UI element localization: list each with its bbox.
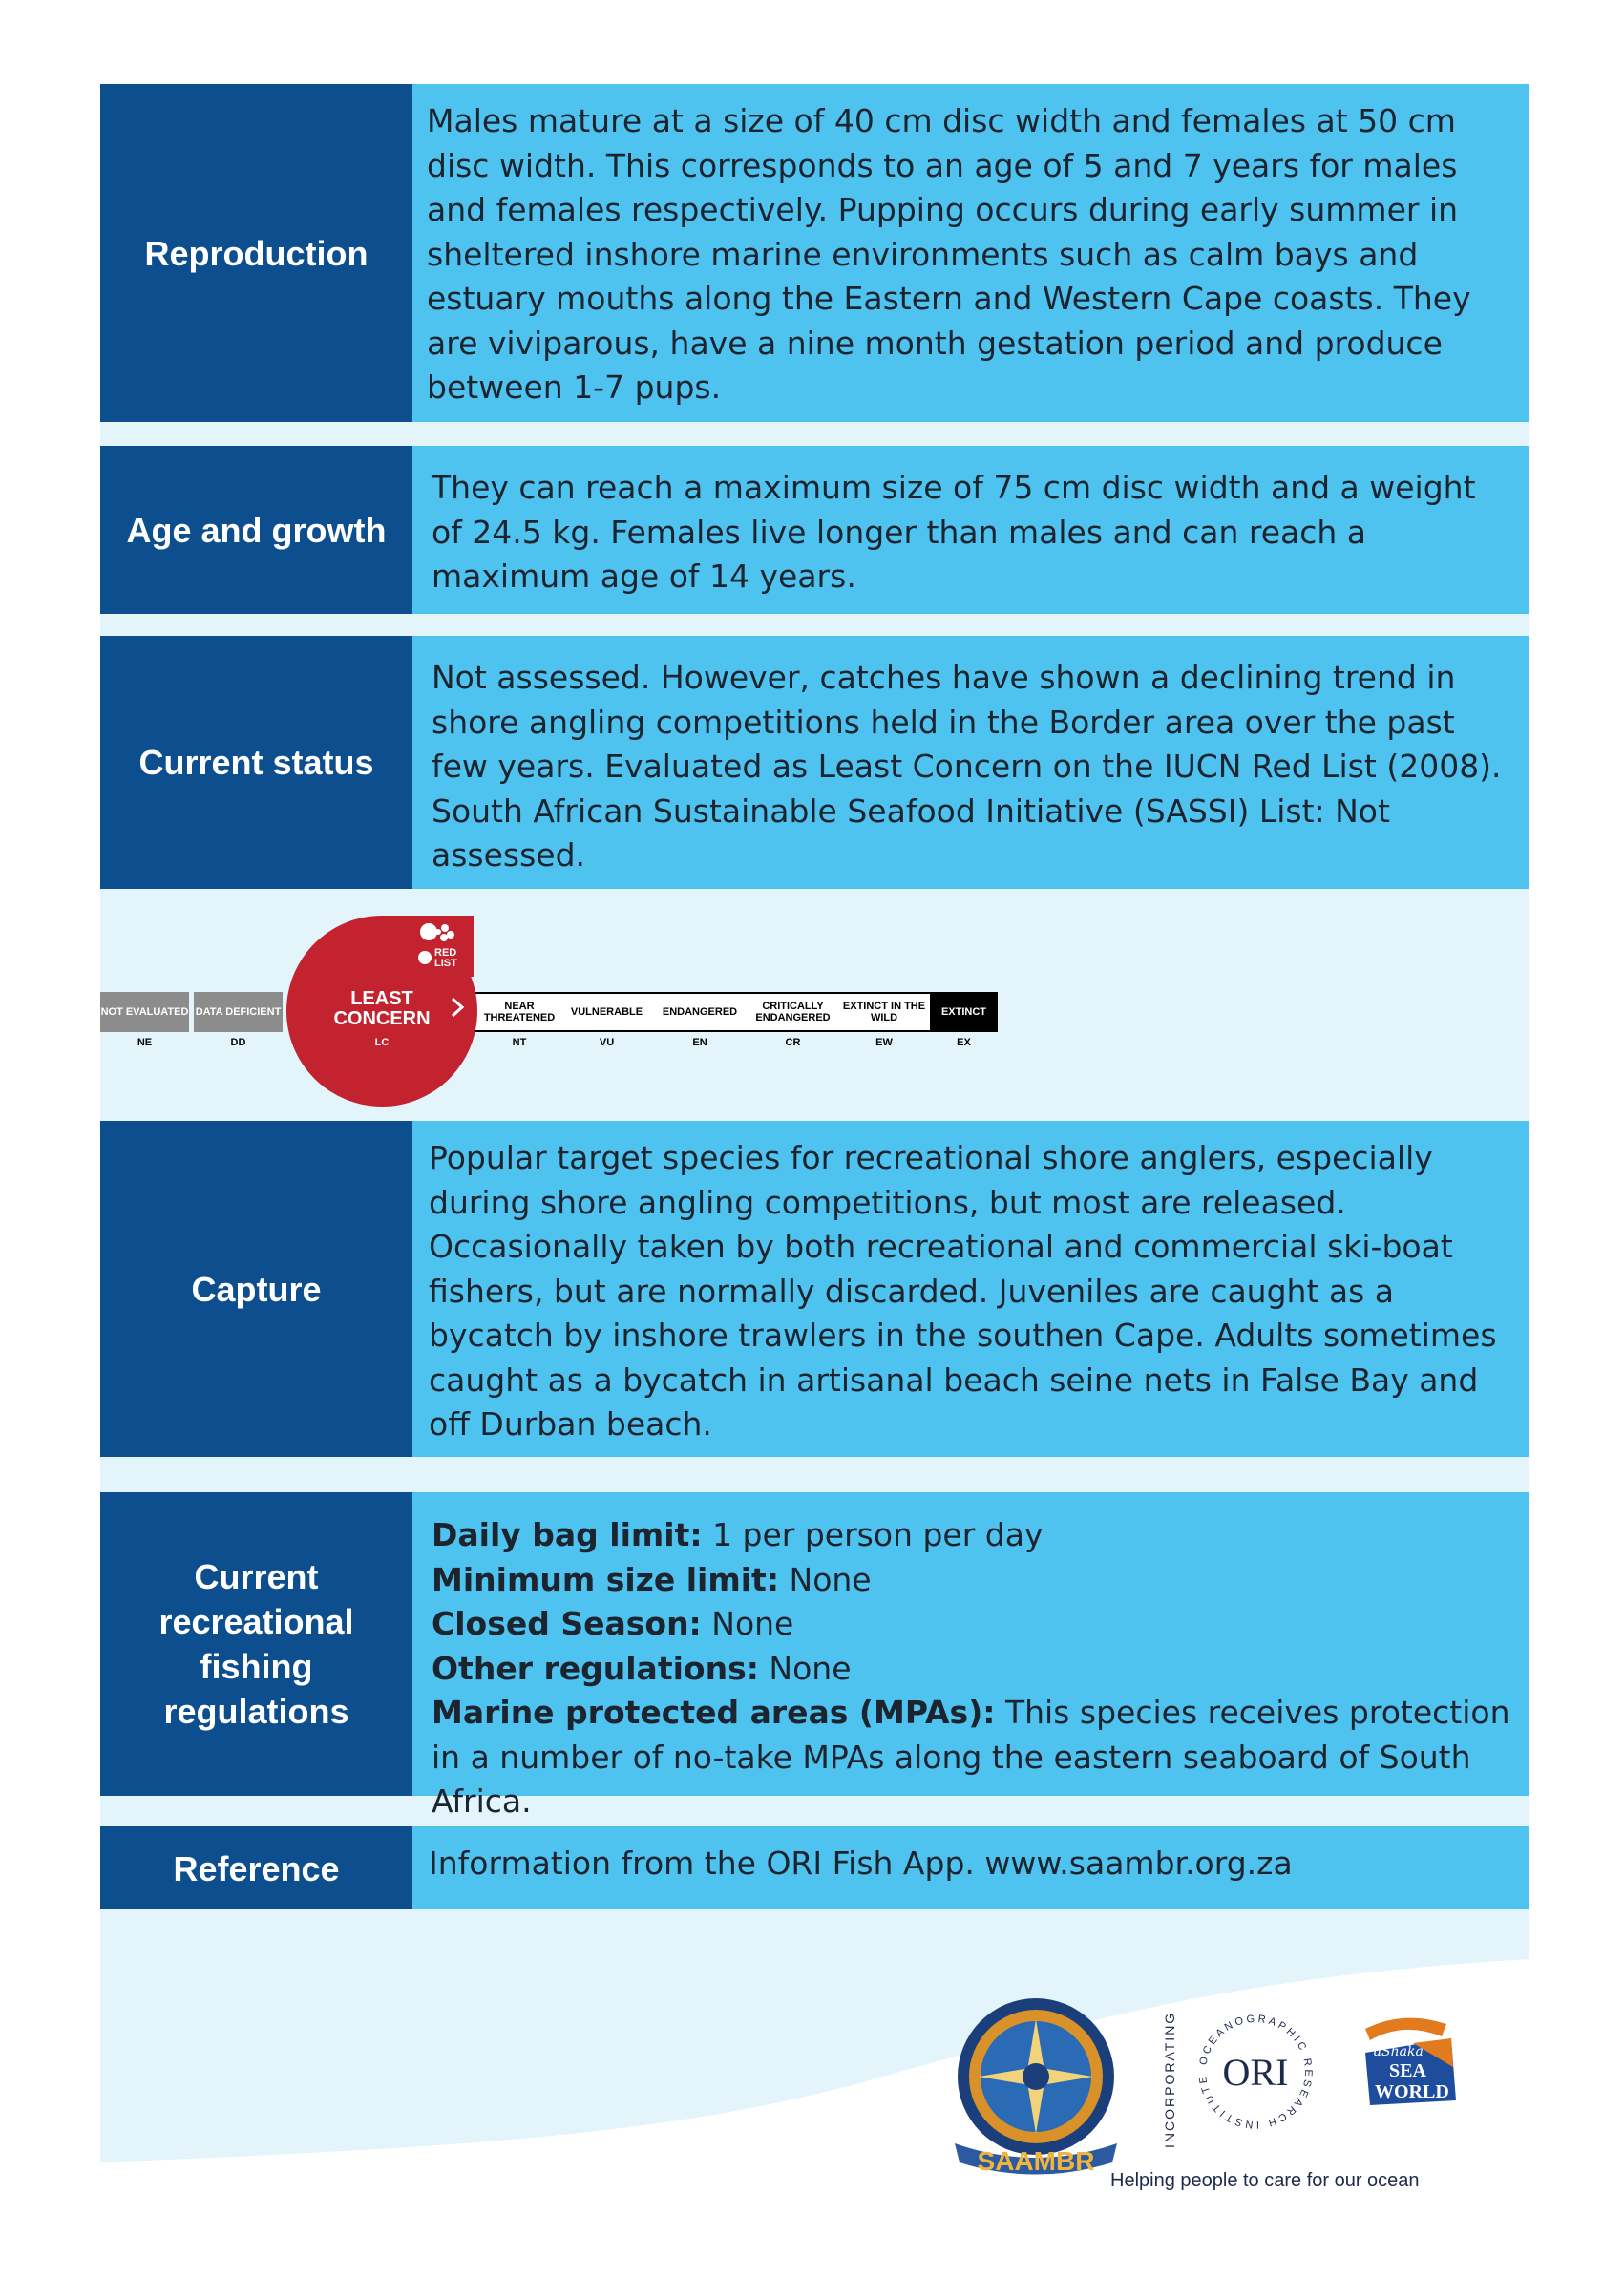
chevron-right-icon xyxy=(449,993,468,1022)
regulation-key: Closed Season: xyxy=(432,1605,702,1642)
section-label: Capture xyxy=(100,1121,412,1457)
regulation-value: None xyxy=(701,1605,794,1642)
section-capture xyxy=(100,1121,1529,1457)
regulation-key: Marine protected areas (MPAs): xyxy=(432,1694,996,1731)
regulation-item xyxy=(432,1694,1510,1820)
seaworld-sea: SEA xyxy=(1389,2060,1426,2081)
regulation-key: Daily bag limit: xyxy=(432,1516,703,1553)
section-text: Not assessed. However, catches have shown a declining trend in shore angling competitions held in the Border area over the past few years. Evaluated as Least Concern on the IUCN Red List (2008). South African Sustainable Seafood Initiative (SASSI) List: Not assessed. xyxy=(412,636,1529,889)
seaworld-logo-icon xyxy=(1346,2010,1470,2115)
red-list-category-dd: DATA DEFICIENT xyxy=(194,992,283,1032)
red-list-code: NT xyxy=(512,1037,527,1048)
regulation-item xyxy=(432,1513,1512,1558)
red-list-code: EN xyxy=(692,1037,707,1048)
section-label: Current status xyxy=(100,636,412,889)
ori-mark: ORI xyxy=(1222,2051,1289,2094)
red-list-code: EW xyxy=(875,1037,893,1048)
regulation-value: None xyxy=(779,1560,872,1598)
section-age-growth xyxy=(100,446,1529,614)
red-list-category-en: ENDANGERED xyxy=(662,1006,738,1018)
red-list-category-ex: EXTINCT xyxy=(930,992,998,1032)
footer-tagline: Helping people to care for our ocean xyxy=(1110,2170,1420,2191)
red-list-code: CR xyxy=(785,1037,801,1048)
section-reproduction xyxy=(100,84,1529,422)
saambr-text: SAAMBR xyxy=(977,2146,1095,2176)
red-list-category-vu: VULNERABLE xyxy=(570,1006,643,1018)
red-list-category-cr: CRITICALLY ENDANGERED xyxy=(755,1001,831,1023)
svg-text:LIST: LIST xyxy=(434,958,457,969)
ori-ring-text: OCEANOGRAPHIC RESEARCH INSTITUTE xyxy=(1196,2013,1315,2131)
regulation-item xyxy=(432,1647,1512,1692)
red-list-code: NE xyxy=(137,1037,153,1048)
regulation-item xyxy=(432,1558,1512,1603)
section-text: They can reach a maximum size of 75 cm disc width and a weight of 24.5 kg. Females live longer than males and can reach a maximum age of 14 years. xyxy=(412,446,1529,614)
section-label: Current recreational fishing regulations xyxy=(100,1492,412,1796)
regulation-key: Minimum size limit: xyxy=(432,1560,780,1598)
section-text: Popular target species for recreational shore anglers, especially during shore angling competitions, but most are released. Occasionally taken by both recreational and commercial ski-boat fishers, but are normally discarded. Juveniles are caught as a bycatch by inshore trawlers in the southen Cape. Adults sometimes caught as a bycatch in artisanal beach seine nets in False Bay and off Durban beach. xyxy=(412,1121,1529,1457)
red-list-code: LC xyxy=(374,1037,390,1048)
section-label: Reference xyxy=(100,1826,412,1911)
seaworld-world: WORLD xyxy=(1375,2081,1449,2102)
ori-logo-icon xyxy=(1193,2005,1318,2139)
red-list-category-ne: NOT EVALUATED xyxy=(100,992,189,1032)
section-text: Information from the ORI Fish App. www.saambr.org.za xyxy=(412,1826,1529,1911)
saambr-logo-icon xyxy=(936,1981,1136,2182)
section-reference xyxy=(100,1826,1529,1911)
red-list-logo-text: RED xyxy=(434,947,457,959)
incorporating-label: INCORPORATING xyxy=(1162,2011,1177,2148)
regulations-list xyxy=(412,1492,1529,1820)
section-current-status xyxy=(100,636,1529,889)
red-list-logo-icon xyxy=(415,919,475,973)
regulation-value: This species receives protection in a number of no-take MPAs along the eastern seaboard of South Africa. xyxy=(432,1694,1510,1820)
regulation-key: Other regulations: xyxy=(432,1649,759,1687)
red-list-code: DD xyxy=(230,1037,246,1048)
red-list-category-nt: NEAR THREATENED xyxy=(483,1001,556,1023)
section-text: Males mature at a size of 40 cm disc width and females at 50 cm disc width. This corresponds to an age of 5 and 7 years for males and females respectively. Pupping occurs during early summer in sheltered inshore marine environments such as calm bays and estuary mouths along the Eastern and Western Cape coasts. They are viviparous, have a nine month gestation period and produce between 1-7 pups. xyxy=(412,84,1529,422)
regulation-value: 1 per person per day xyxy=(702,1516,1044,1553)
seaworld-script: uShaka xyxy=(1373,2044,1424,2059)
red-list-code: VU xyxy=(599,1037,615,1048)
regulation-item xyxy=(432,1602,1512,1647)
red-list-category-lc: LEAST CONCERN xyxy=(333,988,431,1029)
section-regulations xyxy=(100,1492,1529,1820)
regulation-value: None xyxy=(758,1649,852,1687)
section-label: Age and growth xyxy=(100,446,412,614)
section-label: Reproduction xyxy=(100,84,412,422)
red-list-code: EX xyxy=(957,1037,971,1048)
red-list-category-ew: EXTINCT IN THE WILD xyxy=(842,1001,926,1023)
